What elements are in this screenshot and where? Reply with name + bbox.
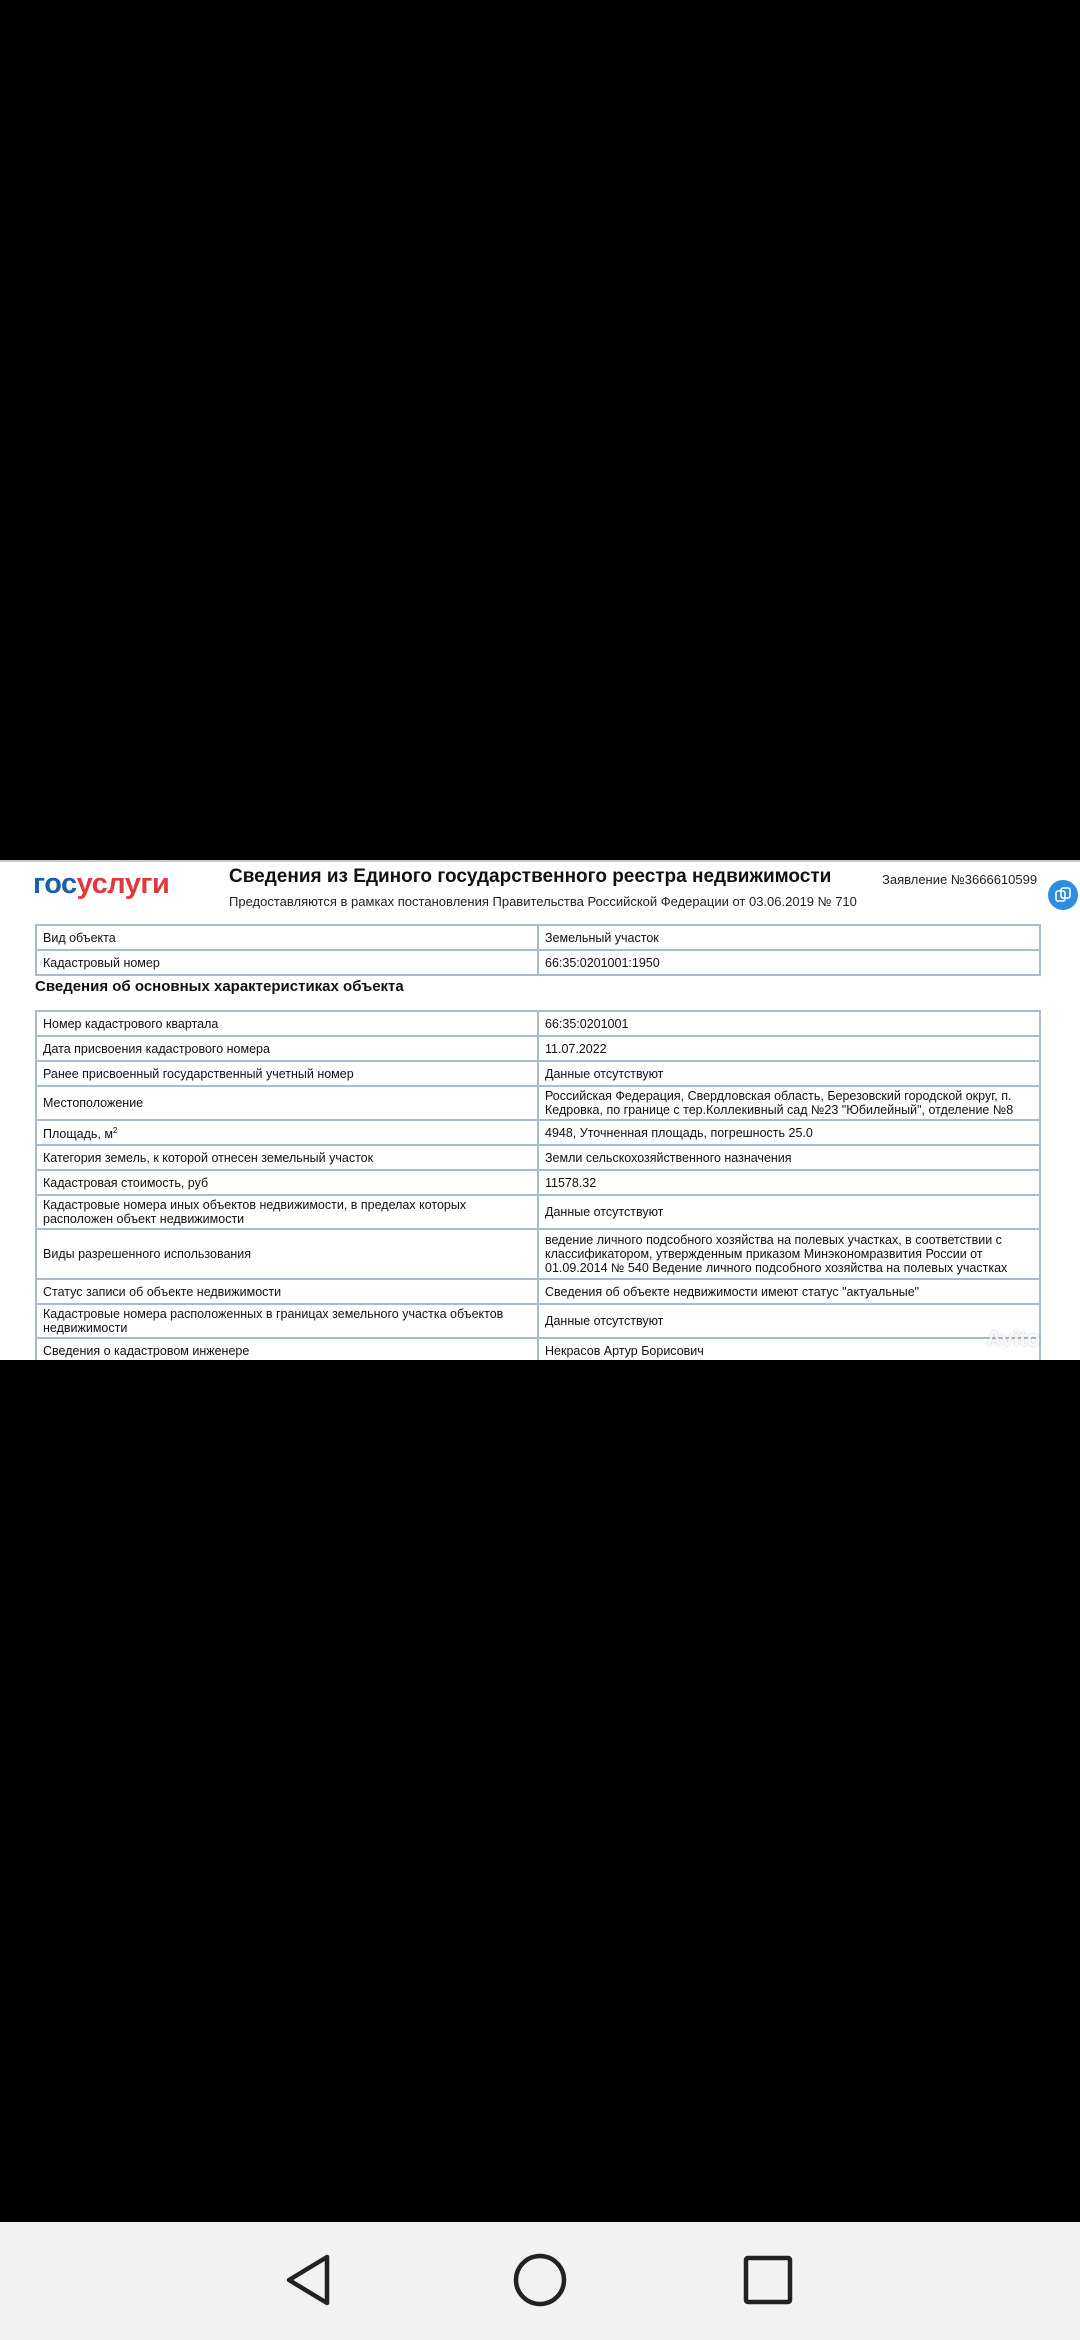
prev-number-value: Данные отсутствуют [538, 1061, 1040, 1086]
status-value: Сведения об объекте недвижимости имеют статус "актуальные" [538, 1279, 1040, 1304]
table-row [36, 1036, 1040, 1061]
cadastral-number-label: Кадастровый номер [36, 950, 538, 975]
table-row [36, 1304, 1040, 1338]
object-type-label: Вид объекта [36, 925, 538, 950]
category-label: Категория земель, к которой отнесен земельный участок [36, 1145, 538, 1170]
document-subtitle: Предоставляются в рамках постановления Правительства Российской Федерации от 03.06.2019 № 710 [229, 894, 857, 909]
logo-part1: гос [33, 868, 77, 900]
table-row [36, 1338, 1040, 1360]
home-circle-icon [512, 2252, 568, 2308]
table-row [36, 1061, 1040, 1086]
table-row [36, 1170, 1040, 1195]
area-value: 4948, Уточненная площадь, погрешность 25.0 [538, 1120, 1040, 1145]
back-triangle-icon [283, 2252, 333, 2308]
nav-home-button[interactable] [500, 2240, 580, 2320]
table-row [36, 925, 1040, 950]
logo-part2: услуги [76, 868, 170, 900]
table-row [36, 1195, 1040, 1229]
characteristics-table [35, 1010, 1041, 1360]
application-number: Заявление №3666610599 [882, 872, 1038, 887]
quarter-label: Номер кадастрового квартала [36, 1011, 538, 1036]
engineer-label: Сведения о кадастровом инженере [36, 1338, 538, 1360]
document-title: Сведения из Единого государственного реестра недвижимости [229, 866, 832, 887]
cadastral-number-value: 66:35:0201001:1950 [538, 950, 1040, 975]
table-row [36, 1279, 1040, 1304]
area-unit-sup: 2 [112, 1125, 118, 1135]
usage-label: Виды разрешенного использования [36, 1229, 538, 1279]
engineer-value: Некрасов Артур Борисович [538, 1338, 1040, 1360]
usage-value: ведение личного подсобного хозяйства на полевых участках, в соответствии с классификатором, утвержденным приказом Минэкономразвития России от 01.09.2014 № 540 Ведение личного подсобного хозяйства на полевых участках [538, 1229, 1040, 1279]
floating-action-button[interactable] [1048, 880, 1078, 910]
system-navigation-bar [0, 2222, 1080, 2340]
inner-objects-value: Данные отсутствуют [538, 1304, 1040, 1338]
area-label [36, 1120, 538, 1145]
copy-share-icon [1054, 886, 1072, 904]
prev-number-label: Ранее присвоенный государственный учетный номер [36, 1061, 538, 1086]
object-type-value: Земельный участок [538, 925, 1040, 950]
cost-label: Кадастровая стоимость, руб [36, 1170, 538, 1195]
section-title: Сведения об основных характеристиках объекта [35, 978, 404, 995]
table-row [36, 1086, 1040, 1120]
table-row [36, 950, 1040, 975]
avito-watermark: Avito [986, 1326, 1041, 1351]
date-label: Дата присвоения кадастрового номера [36, 1036, 538, 1061]
quarter-value: 66:35:0201001 [538, 1011, 1040, 1036]
location-label: Местоположение [36, 1086, 538, 1120]
table-row [36, 1229, 1040, 1279]
date-value: 11.07.2022 [538, 1036, 1040, 1061]
nav-back-button[interactable] [268, 2240, 348, 2320]
other-objects-value: Данные отсутствуют [538, 1195, 1040, 1229]
table-row [36, 1120, 1040, 1145]
recents-square-icon [742, 2254, 794, 2306]
egrn-document-image [0, 860, 1080, 1360]
area-label-text: Площадь, м [43, 1127, 113, 1142]
table-row [36, 1145, 1040, 1170]
other-objects-label: Кадастровые номера иных объектов недвижимости, в пределах которых расположен объект недвижимости [36, 1195, 538, 1229]
category-value: Земли сельскохозяйственного назначения [538, 1145, 1040, 1170]
object-table [35, 924, 1041, 976]
nav-recents-button[interactable] [728, 2240, 808, 2320]
inner-objects-label: Кадастровые номера расположенных в границах земельного участка объектов недвижимости [36, 1304, 538, 1338]
table-row [36, 1011, 1040, 1036]
status-label: Статус записи об объекте недвижимости [36, 1279, 538, 1304]
cost-value: 11578.32 [538, 1170, 1040, 1195]
location-value: Российская Федерация, Свердловская область, Березовский городской округ, п. Кедровка, по границе с тер.Коллекивный сад №23 "Юбилейный", отделение №8 [538, 1086, 1040, 1120]
top-border [0, 860, 1080, 862]
gosuslugi-logo [33, 868, 169, 901]
